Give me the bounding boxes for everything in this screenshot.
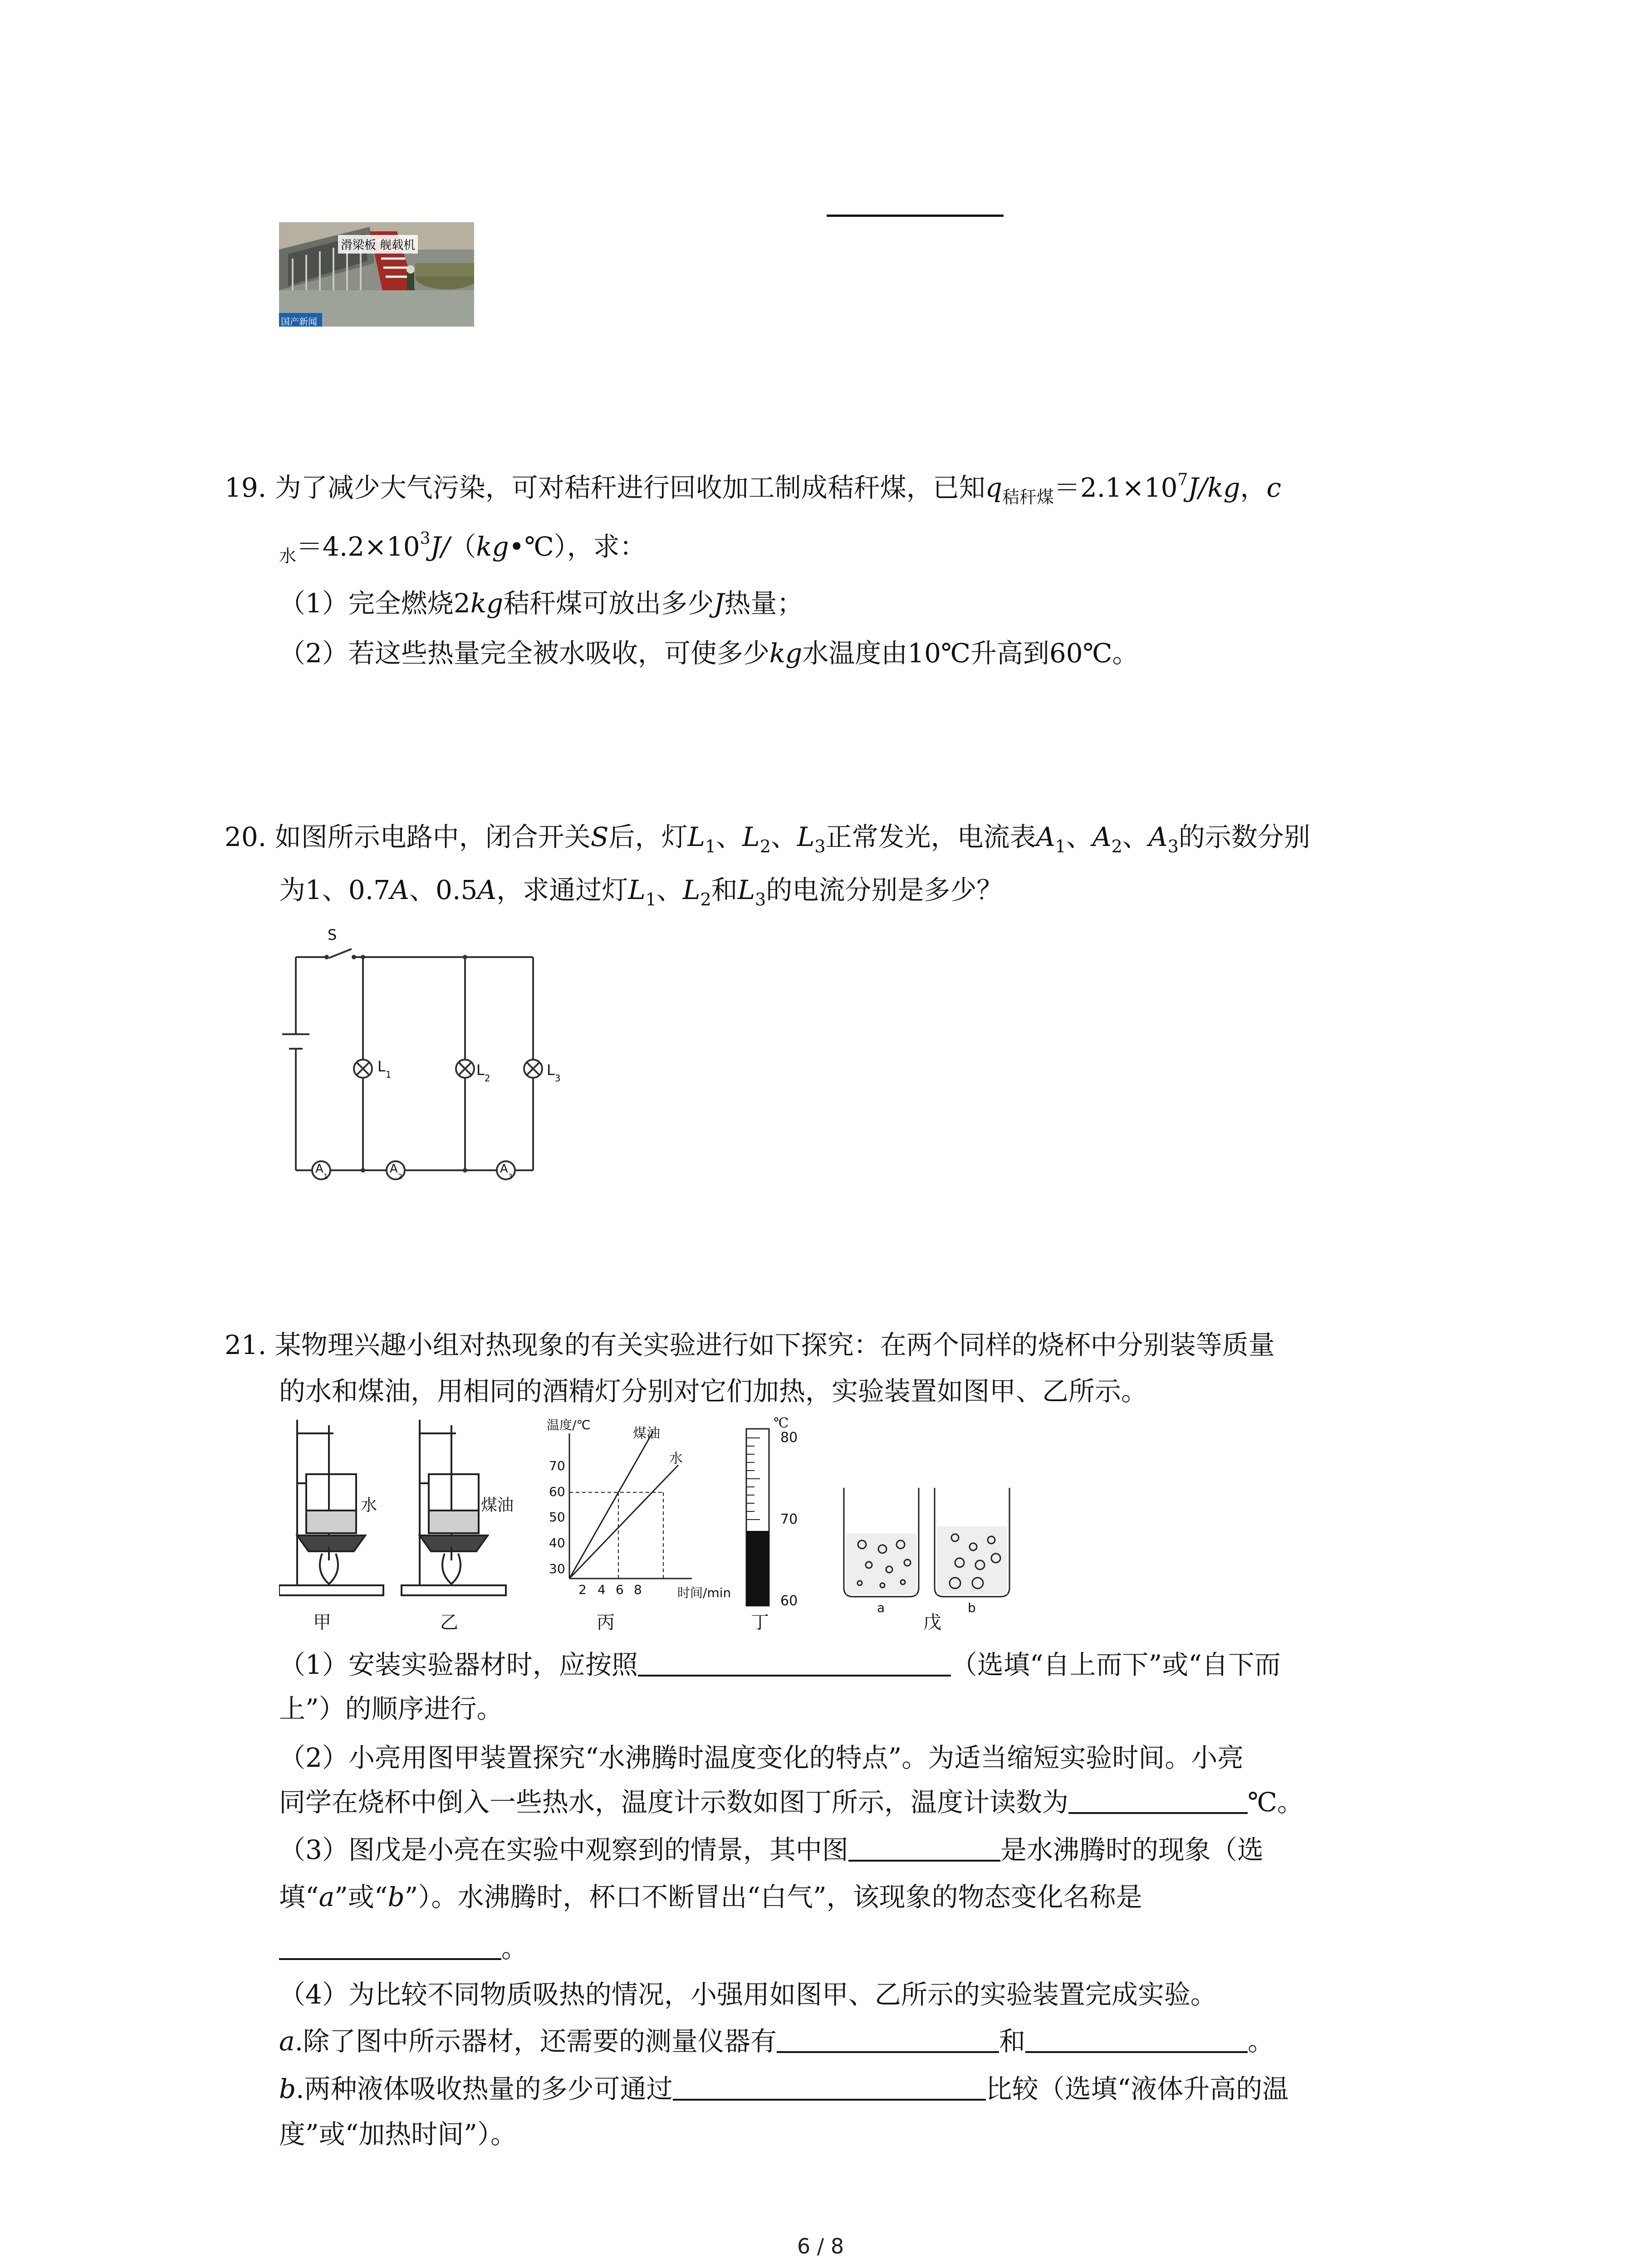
fig-label-yi: 乙: [440, 1612, 458, 1633]
q21-line1: 21. 某物理兴趣小组对热现象的有关实验进行如下探究：在两个同样的烧杯中分别装等质量: [225, 1330, 1275, 1360]
switch-label: S: [328, 926, 337, 943]
q21-s2-line2: 同学在烧杯中倒入一些热水，温度计示数如图丁所示，温度计读数为 ℃。: [279, 1784, 1303, 1820]
aircraft-carrier-photo: [279, 222, 474, 327]
label-kerosene-yi: 煤油: [481, 1496, 514, 1515]
answer-blank-s3b[interactable]: [279, 1931, 501, 1960]
q21-s4a-line: a.除了图中所示器材，还需要的测量仪器有 和 。: [279, 2023, 1274, 2059]
q21-line2: 的水和煤油，用相同的酒精灯分别对它们加热，实验装置如图甲、乙所示。: [279, 1376, 1148, 1407]
q21-s2-line1: （2）小亮用图甲装置探究“水沸腾时温度变化的特点”。为适当缩短实验时间。小亮: [279, 1742, 1244, 1773]
q19-sub2: （2）若这些热量完全被水吸收，可使多少kg水温度由10℃升高到60℃。: [279, 638, 1139, 669]
q21-s3-line3: 。: [279, 1930, 528, 1966]
q21-s1-line1: （1）安装实验器材时，应按照 （选填“自上而下”或“自下而: [279, 1647, 1281, 1683]
graph-ytick: 70: [549, 1458, 565, 1473]
q19-line1: 19. 为了减少大气污染，可对秸秆进行回收加工制成秸秆煤，已知$q_{秸秆煤}=2.1\times 10^7J/kg$，c: [225, 470, 1281, 507]
ammeter-label-a3: $A_3$: [500, 1162, 513, 1181]
lamp-label-l3: $L_3$: [547, 1061, 561, 1084]
graph-ytick: 40: [549, 1535, 565, 1550]
beaker-a-label: a: [877, 1600, 885, 1615]
lamp-label-l2: $L_2$: [476, 1061, 490, 1084]
answer-blank-top: [827, 215, 1004, 217]
graph-ytick: 50: [549, 1510, 565, 1525]
q19-sub1: （1）完全燃烧2kg秸秆煤可放出多少J热量；: [279, 588, 803, 619]
fig-label-bing: 丙: [597, 1612, 615, 1633]
beaker-b-label: b: [968, 1600, 976, 1615]
answer-blank-s4a2[interactable]: [1025, 2024, 1248, 2053]
graph-line-kerosene-label: 煤油: [633, 1426, 660, 1442]
graph-xtick: 8: [634, 1582, 642, 1597]
thermo-tick: 80: [780, 1430, 798, 1446]
graph-ytick: 30: [549, 1561, 565, 1576]
fig-label-jia: 甲: [313, 1612, 331, 1633]
q20-number: 20.: [225, 821, 267, 852]
photo-badge: 国产新闻: [281, 316, 317, 327]
circuit-diagram: [272, 925, 599, 1198]
ammeter-label-a2: $A_2$: [390, 1162, 402, 1181]
q21-number: 21.: [225, 1330, 267, 1360]
answer-blank-s4a1[interactable]: [777, 2024, 999, 2053]
graph-xtick: 6: [616, 1582, 624, 1597]
graph-ytick: 60: [549, 1484, 565, 1499]
answer-blank-s2[interactable]: [1068, 1785, 1248, 1814]
q21-s4b-line1: b.两种液体吸收热量的多少可通过 比较（选填“液体升高的温: [279, 2071, 1288, 2107]
q21-s4-line1: （4）为比较不同物质吸热的情况，小强用如图甲、乙所示的实验装置完成实验。: [279, 1979, 1217, 2010]
label-water-jia: 水: [361, 1496, 377, 1515]
fig-label-wu: 戊: [923, 1612, 941, 1633]
q21-s1-line2: 上”）的顺序进行。: [279, 1693, 503, 1724]
thermo-tick: 70: [780, 1511, 798, 1527]
graph-ylabel: 温度/℃: [547, 1418, 591, 1432]
thermo-unit: ℃: [774, 1415, 789, 1431]
q20-line2: 为1、0.7A、0.5A，求通过灯$L_1$、$L_2$和$L_3$的电流分别是多少？: [279, 875, 1003, 909]
q20-line1: 20. 如图所示电路中，闭合开关S后，灯$L_1$、$L_2$、$L_3$正常发光，电流表$A_1$、$A_2$、$A_3$的示数分别: [225, 821, 1310, 856]
graph-line-water-label: 水: [669, 1451, 683, 1466]
thermometer-ding: [746, 1429, 769, 1606]
thermo-tick: 60: [780, 1593, 798, 1609]
q19-number: 19.: [225, 472, 267, 503]
answer-blank-s3a[interactable]: [848, 1833, 1000, 1862]
fig-label-ding: 丁: [751, 1612, 769, 1633]
q21-s4b-line2: 度”或“加热时间”）。: [279, 2119, 517, 2150]
q21-s3-line2: 填“a”或“b”）。水沸腾时，杯口不断冒出“白气”，该现象的物态变化名称是: [279, 1882, 1142, 1912]
graph-xtick: 2: [578, 1582, 587, 1597]
answer-blank-s1[interactable]: [638, 1647, 951, 1677]
q21-figures: [279, 1415, 1050, 1642]
lamp-label-l1: $L_1$: [377, 1058, 392, 1080]
q21-s3-line1: （3）图戊是小亮在实验中观察到的情景，其中图 是水沸腾时的现象（选: [279, 1832, 1264, 1868]
graph-xlabel: 时间/min: [677, 1585, 731, 1600]
graph-xtick: 4: [598, 1582, 606, 1597]
page-number: 6 / 8: [797, 2234, 844, 2258]
q19-line2: $_水=4.2\times 10^3J/(kg•℃)$，求：: [279, 529, 646, 566]
answer-blank-s4b[interactable]: [673, 2072, 986, 2101]
photo-caption: 滑梁板 舰载机: [338, 235, 418, 254]
ammeter-label-a1: $A_1$: [315, 1162, 328, 1181]
beakers-wu: [844, 1488, 1009, 1597]
